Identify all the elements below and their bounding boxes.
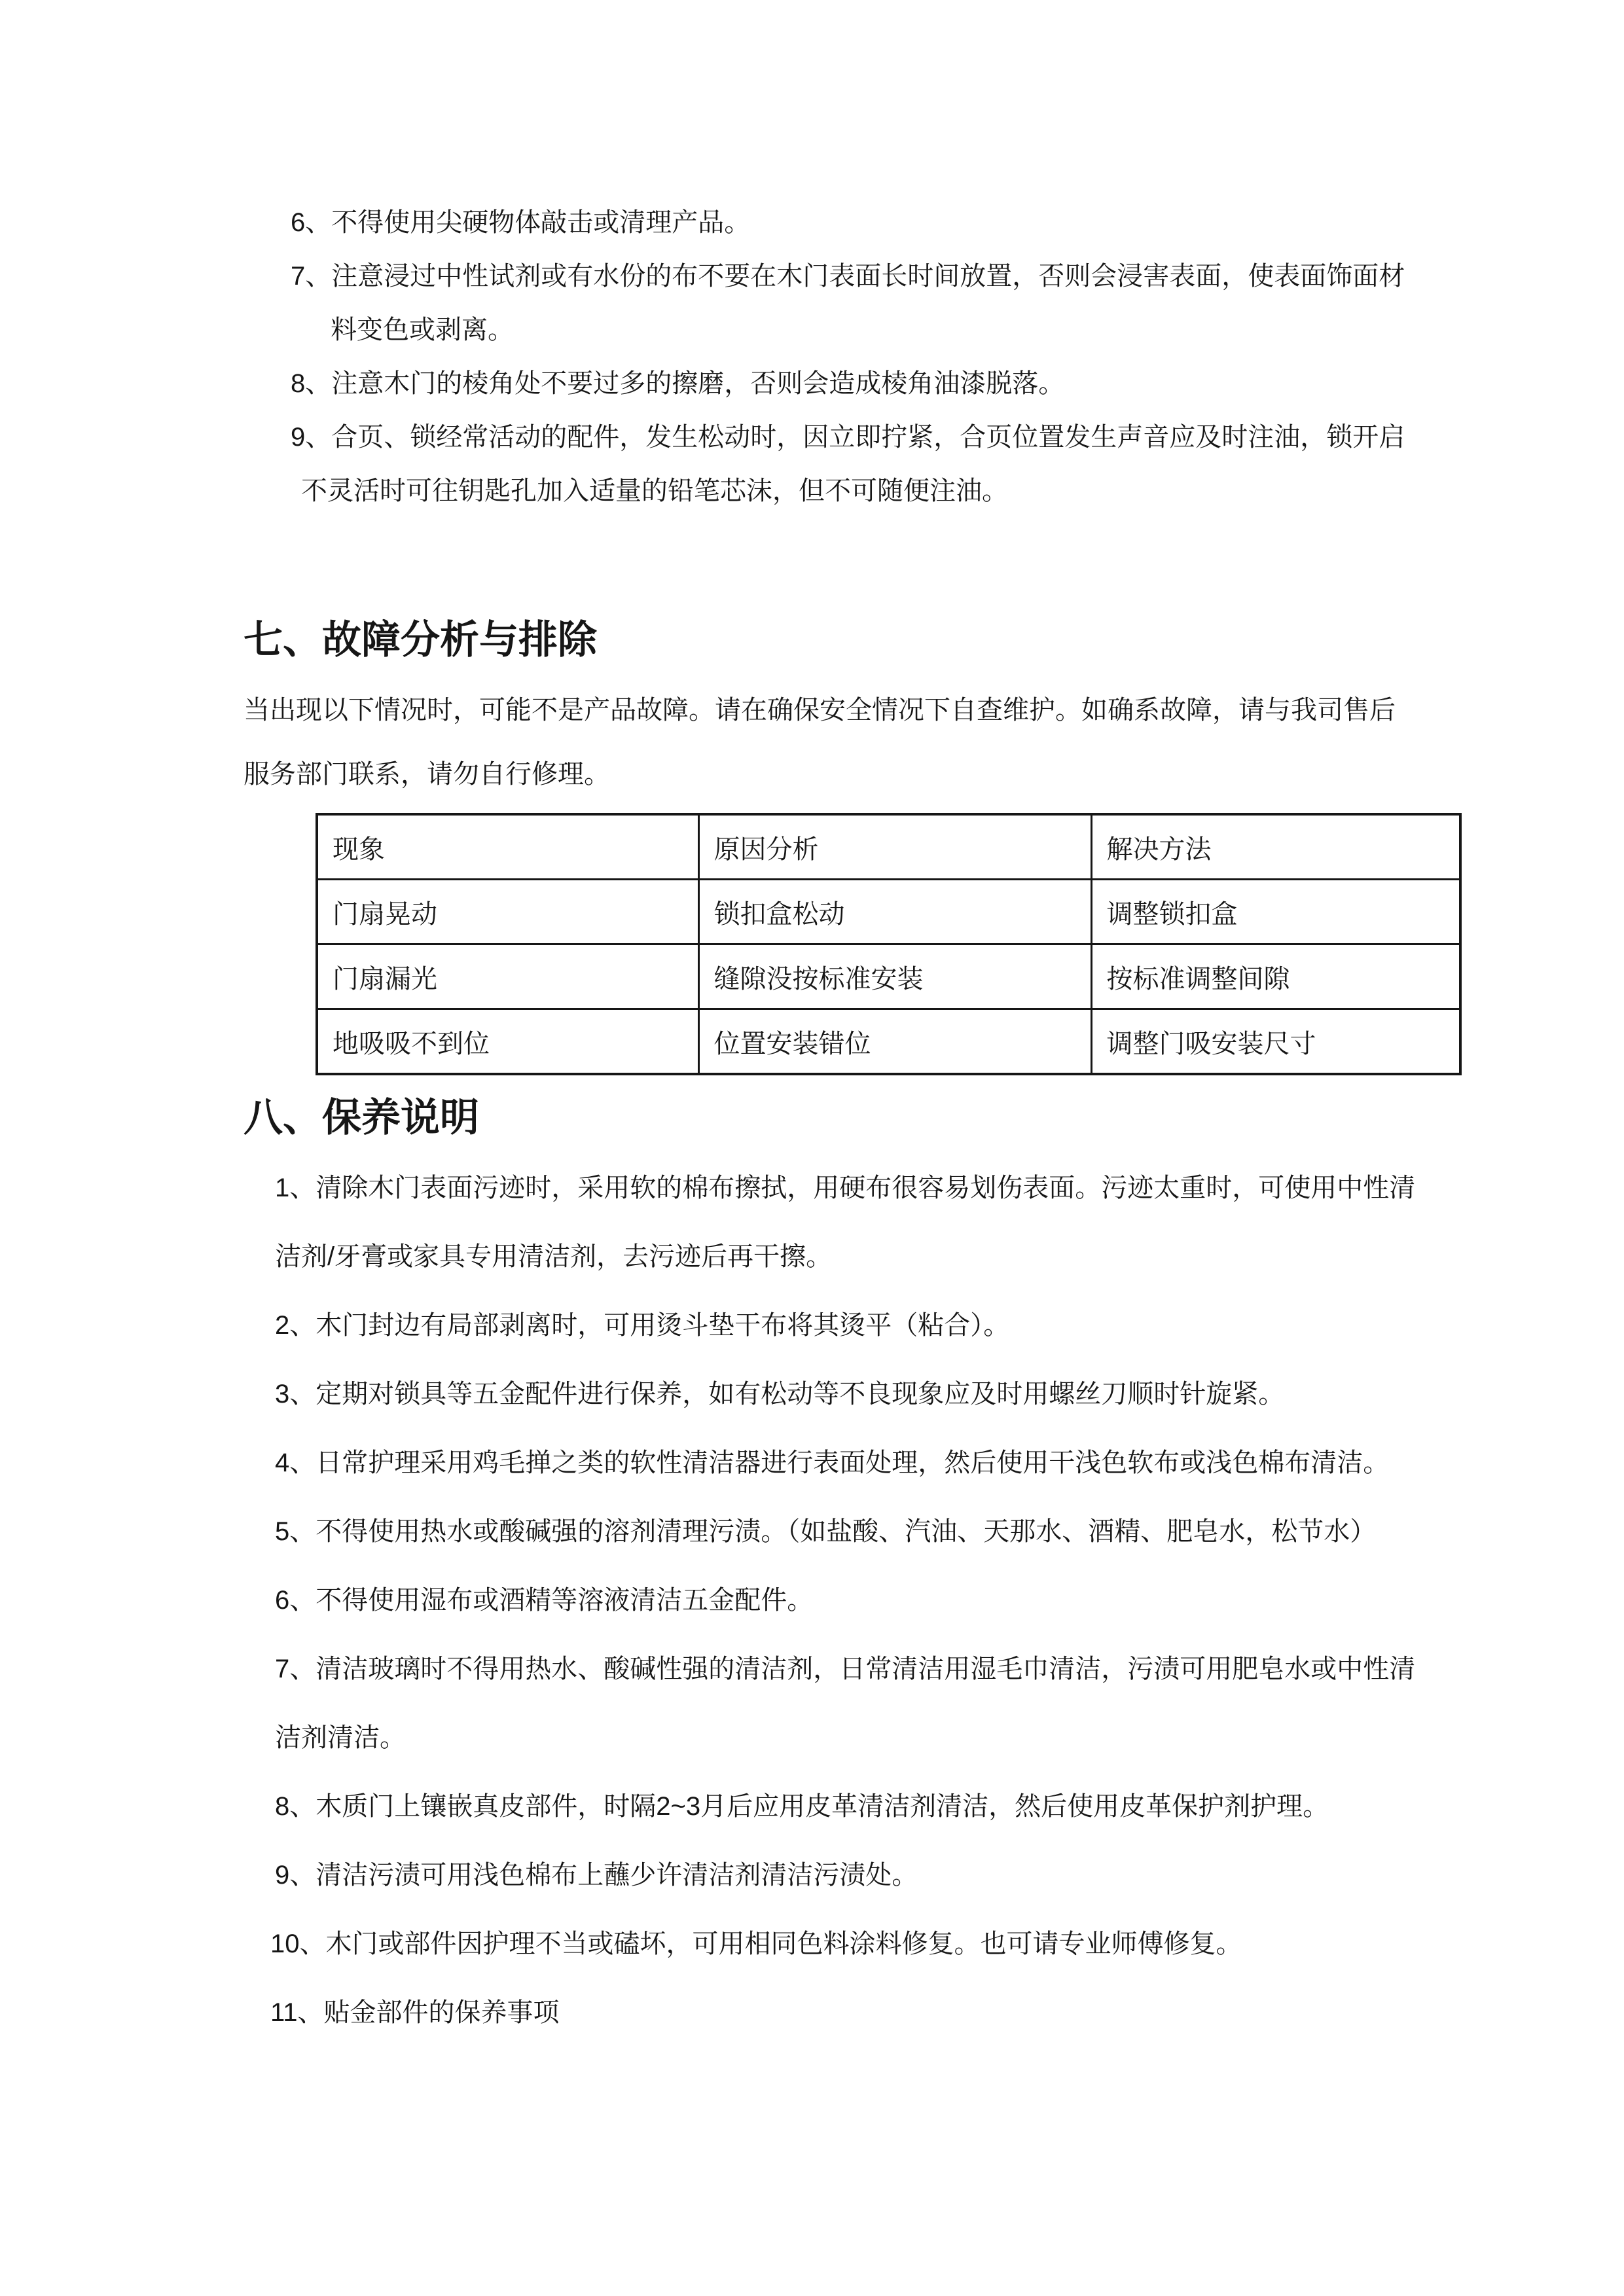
table-cell: 位置安装错位 (698, 1009, 1091, 1075)
table-cell: 门扇漏光 (317, 944, 698, 1009)
table-header-row (317, 814, 1460, 880)
section-seven-intro-line-2: 服务部门联系，请勿自行修理。 (244, 760, 610, 789)
maintenance-item-11: 11、贴金部件的保养事项 (270, 1998, 560, 2027)
table-cell: 锁扣盒松动 (698, 880, 1091, 944)
list-item-7-line-1: 7、注意浸过中性试剂或有水份的布不要在木门表面长时间放置，否则会浸害表面，使表面饰面材 (291, 262, 1405, 291)
maintenance-item-7-line-1: 7、清洁玻璃时不得用热水、酸碱性强的清洁剂，日常清洁用湿毛巾清洁，污渍可用肥皂水或中性清 (275, 1655, 1416, 1683)
maintenance-item-4: 4、日常护理采用鸡毛掸之类的软性清洁器进行表面处理，然后使用干浅色软布或浅色棉布清洁。 (275, 1448, 1390, 1477)
maintenance-item-7-line-2: 洁剂清洁。 (275, 1723, 406, 1752)
maintenance-item-9: 9、清洁污渍可用浅色棉布上蘸少许清洁剂清洁污渍处。 (275, 1861, 918, 1890)
table-header-cause: 原因分析 (698, 814, 1091, 880)
list-item-9-line-1: 9、合页、锁经常活动的配件，发生松动时，因立即拧紧，合页位置发生声音应及时注油，锁开启 (291, 423, 1405, 452)
maintenance-item-2: 2、木门封边有局部剥离时，可用烫斗垫干布将其烫平（粘合）。 (275, 1311, 1010, 1340)
list-item-6: 6、不得使用尖硬物体敲击或清理产品。 (291, 208, 751, 237)
list-item-8: 8、注意木门的棱角处不要过多的擦磨，否则会造成棱角油漆脱落。 (291, 369, 1065, 398)
list-item-9-line-2: 不灵活时可往钥匙孔加入适量的铅笔芯沫，但不可随便注油。 (301, 476, 1008, 505)
maintenance-item-5: 5、不得使用热水或酸碱强的溶剂清理污渍。（如盐酸、汽油、天那水、酒精、肥皂水，松节水） (275, 1517, 1377, 1546)
table-cell: 调整锁扣盒 (1091, 880, 1460, 944)
section-seven-heading: 七、故障分析与排除 (244, 618, 597, 662)
section-seven-intro-line-1: 当出现以下情况时，可能不是产品故障。请在确保安全情况下自查维护。如确系故障，请与我司售后 (244, 696, 1396, 725)
list-item-7-line-2: 料变色或剥离。 (331, 315, 514, 344)
maintenance-item-10: 10、木门或部件因护理不当或磕坏，可用相同色料涂料修复。也可请专业师傅修复。 (270, 1929, 1242, 1958)
maintenance-item-3: 3、定期对锁具等五金配件进行保养，如有松动等不良现象应及时用螺丝刀顺时针旋紧。 (275, 1380, 1285, 1408)
table-row (317, 880, 1460, 944)
maintenance-item-1-line-1: 1、清除木门表面污迹时，采用软的棉布擦拭，用硬布很容易划伤表面。污迹太重时，可使用中性清 (275, 1174, 1416, 1202)
section-eight-heading: 八、保养说明 (244, 1096, 479, 1139)
maintenance-item-8: 8、木质门上镶嵌真皮部件，时隔2~3月后应用皮革清洁剂清洁，然后使用皮革保护剂护理。 (275, 1792, 1329, 1821)
maintenance-item-6: 6、不得使用湿布或酒精等溶液清洁五金配件。 (275, 1586, 814, 1615)
table-cell: 调整门吸安装尺寸 (1091, 1009, 1460, 1075)
table-header-phenomenon: 现象 (317, 814, 698, 880)
table-row (317, 944, 1460, 1009)
table-cell: 缝隙没按标准安装 (698, 944, 1091, 1009)
table-row (317, 1009, 1460, 1075)
maintenance-item-1-line-2: 洁剂/牙膏或家具专用清洁剂，去污迹后再干擦。 (275, 1242, 833, 1271)
fault-analysis-table (316, 813, 1462, 1075)
table-cell: 地吸吸不到位 (317, 1009, 698, 1075)
table-header-solution: 解决方法 (1091, 814, 1460, 880)
table-cell: 门扇晃动 (317, 880, 698, 944)
table-cell: 按标准调整间隙 (1091, 944, 1460, 1009)
